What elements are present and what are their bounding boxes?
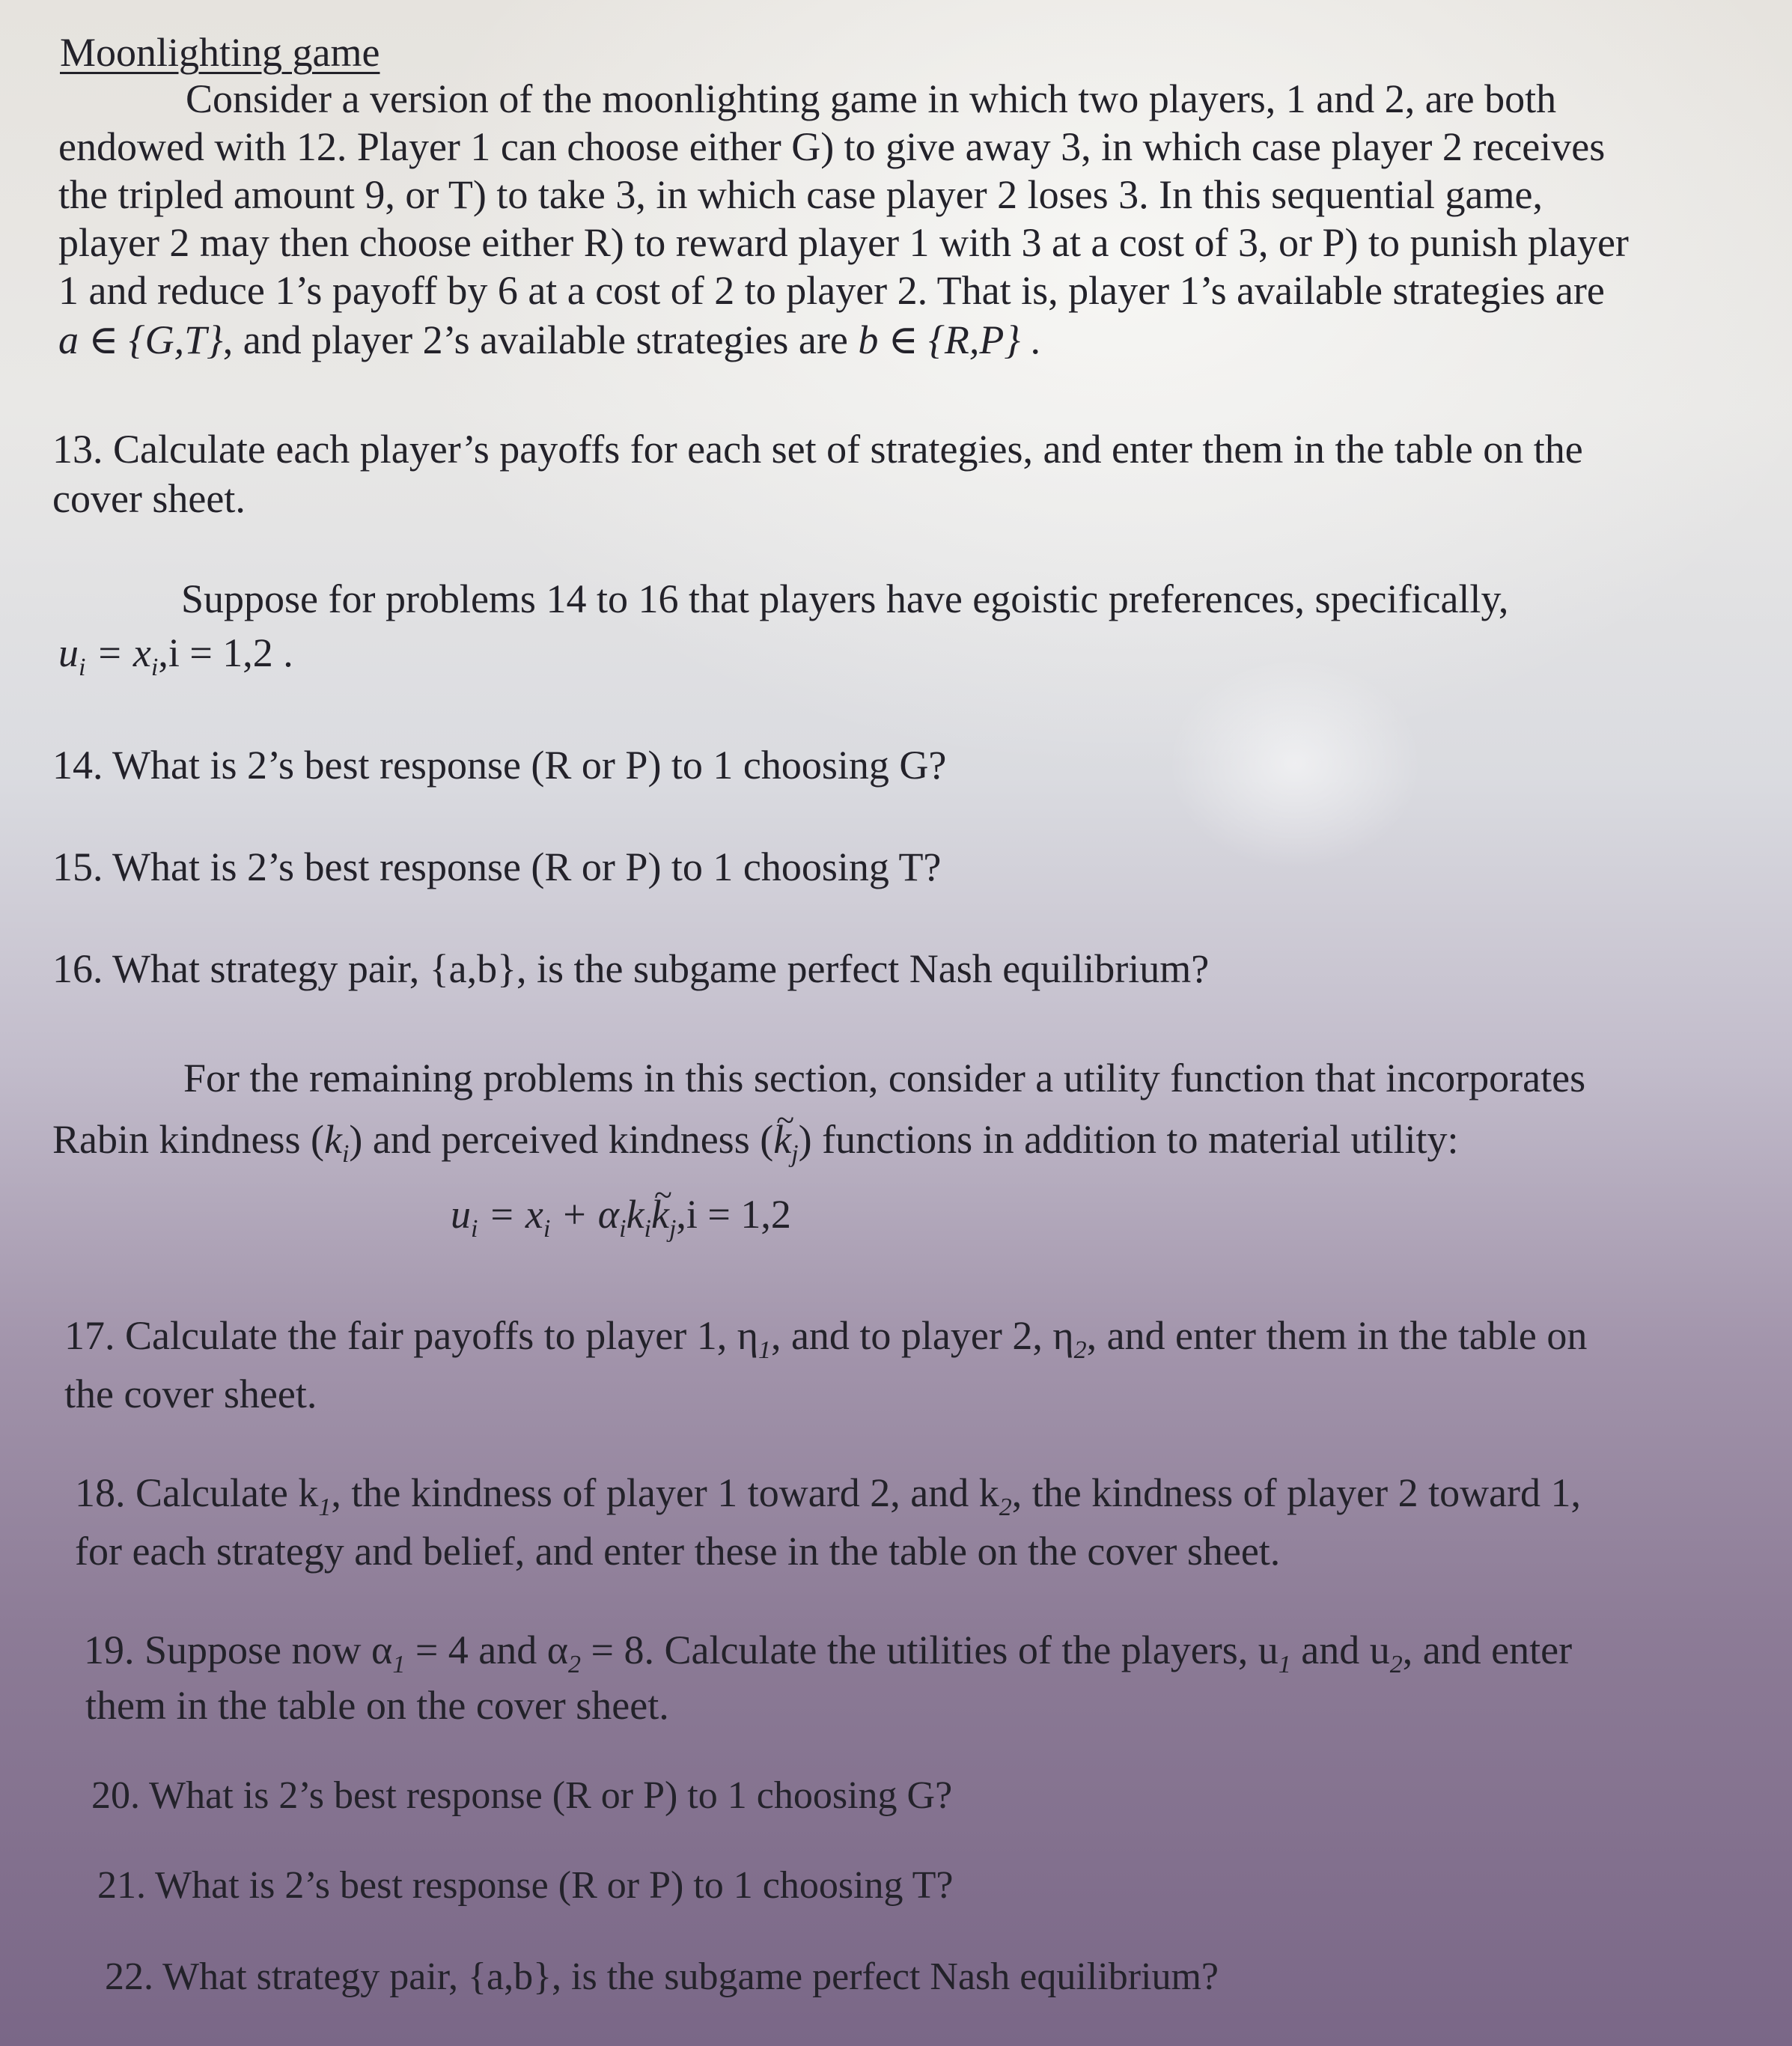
q19-line-1-e: , and enter [1402, 1628, 1573, 1672]
rabin-formula [451, 1190, 791, 1253]
page-title: Moonlighting game [60, 30, 380, 75]
question-15: 15. What is 2’s best response (R or P) to 1 choosing T? [52, 844, 942, 889]
q19-line-1-d: and u [1290, 1628, 1390, 1672]
formula-u: u [451, 1192, 471, 1237]
subscript-i: i [644, 1215, 651, 1243]
q18-line-1-a: 18. Calculate k [75, 1470, 319, 1515]
formula-x: = x [85, 630, 151, 675]
q17-line-1-end: , and enter them in the table on [1086, 1313, 1588, 1358]
q13-line-1: 13. Calculate each player’s payoffs for each set of strategies, and enter them in the table on the [52, 427, 1583, 472]
intro-line-6-end: . [1020, 317, 1040, 362]
subscript-i: i [150, 654, 159, 681]
subscript-1: 1 [758, 1336, 771, 1364]
subscript-2: 2 [568, 1651, 582, 1678]
formula-index-range: ,i = 1,2 [676, 1192, 791, 1237]
subscript-j: j [668, 1215, 677, 1243]
egoistic-line-1: Suppose for problems 14 to 16 that players have egoistic preferences, specifically, [181, 576, 1509, 621]
subscript-1: 1 [392, 1651, 406, 1678]
subscript-1: 1 [318, 1494, 332, 1521]
question-20: 20. What is 2’s best response (R or P) to 1 choosing G? [91, 1774, 953, 1817]
subscript-i: i [471, 1215, 478, 1243]
q17-line-1-mid: , and to player 2, η [770, 1313, 1074, 1358]
rabin-line-2 [52, 1115, 1458, 1178]
rabin-line-2-a: Rabin kindness ( [52, 1117, 324, 1162]
q19-line-1-b: = 4 and α [405, 1628, 569, 1672]
strategy-set-a: a ∈ {G,T} [58, 317, 223, 362]
q19-line-2: them in the table on the cover sheet. [85, 1683, 669, 1728]
subscript-1: 1 [1278, 1651, 1291, 1678]
formula-alpha: + α [550, 1192, 620, 1237]
q17-line-2: the cover sheet. [64, 1371, 317, 1416]
q19-line-1-c: = 8. Calculate the utilities of the players, u [581, 1628, 1279, 1672]
q18-line-1-b: , the kindness of player 1 toward 2, and k [331, 1470, 999, 1515]
subscript-i: i [341, 1140, 350, 1168]
q13-line-2: cover sheet. [52, 476, 246, 521]
formula-u: u [58, 630, 79, 675]
subscript-i: i [79, 654, 86, 681]
strategy-set-b: b ∈ {R,P} [858, 317, 1020, 362]
subscript-2: 2 [999, 1494, 1012, 1521]
subscript-i: i [619, 1215, 627, 1243]
intro-line-3: the tripled amount 9, or T) to take 3, in which case player 2 loses 3. In this sequential game, [58, 172, 1543, 217]
subscript-2: 2 [1073, 1336, 1087, 1364]
q19-line-1-a: 19. Suppose now α [84, 1628, 393, 1672]
subscript-i: i [543, 1215, 551, 1243]
question-21: 21. What is 2’s best response (R or P) to 1 choosing T? [97, 1864, 954, 1907]
formula-x: = x [478, 1192, 543, 1237]
formula-k: k [626, 1192, 644, 1237]
intro-line-4: player 2 may then choose either R) to reward player 1 with 3 at a cost of 3, or P) to punish player [58, 220, 1629, 265]
rabin-line-1: For the remaining problems in this section, consider a utility function that incorporates [183, 1056, 1586, 1100]
perceived-kindness-k: ~ k [773, 1117, 791, 1162]
q18-line-2: for each strategy and belief, and enter these in the table on the cover sheet. [75, 1529, 1281, 1574]
subscript-j: j [791, 1140, 799, 1168]
q19-line-1 [84, 1626, 1572, 1689]
rabin-line-2-c: ) functions in addition to material utility: [798, 1117, 1459, 1162]
formula-index-range: ,i = 1,2 . [158, 630, 293, 675]
q18-line-1 [75, 1469, 1581, 1532]
q17-line-1 [64, 1312, 1587, 1374]
q18-line-1-c: , the kindness of player 2 toward 1, [1011, 1470, 1582, 1515]
question-16: 16. What strategy pair, {a,b}, is the subgame perfect Nash equilibrium? [52, 946, 1210, 991]
intro-line-6 [58, 316, 1040, 365]
egoistic-formula [58, 629, 293, 692]
formula-k-tilde: ~ k [651, 1192, 669, 1237]
question-14: 14. What is 2’s best response (R or P) to 1 choosing G? [52, 743, 947, 788]
q17-line-1-a: 17. Calculate the fair payoffs to player 1, η [64, 1313, 758, 1358]
intro-line-1: Consider a version of the moonlighting game in which two players, 1 and 2, are both [186, 76, 1557, 121]
rabin-line-2-b: ) and perceived kindness ( [349, 1117, 774, 1162]
intro-line-6-mid: , and player 2’s available strategies are [222, 317, 848, 362]
intro-line-5: 1 and reduce 1’s payoff by 6 at a cost of 2 to player 2. That is, player 1’s available strategies are [58, 268, 1605, 313]
question-22: 22. What strategy pair, {a,b}, is the subgame perfect Nash equilibrium? [105, 1955, 1219, 1998]
subscript-2: 2 [1389, 1651, 1403, 1678]
kindness-k: k [323, 1117, 342, 1162]
intro-line-2: endowed with 12. Player 1 can choose either G) to give away 3, in which case player 2 receives [58, 124, 1606, 169]
